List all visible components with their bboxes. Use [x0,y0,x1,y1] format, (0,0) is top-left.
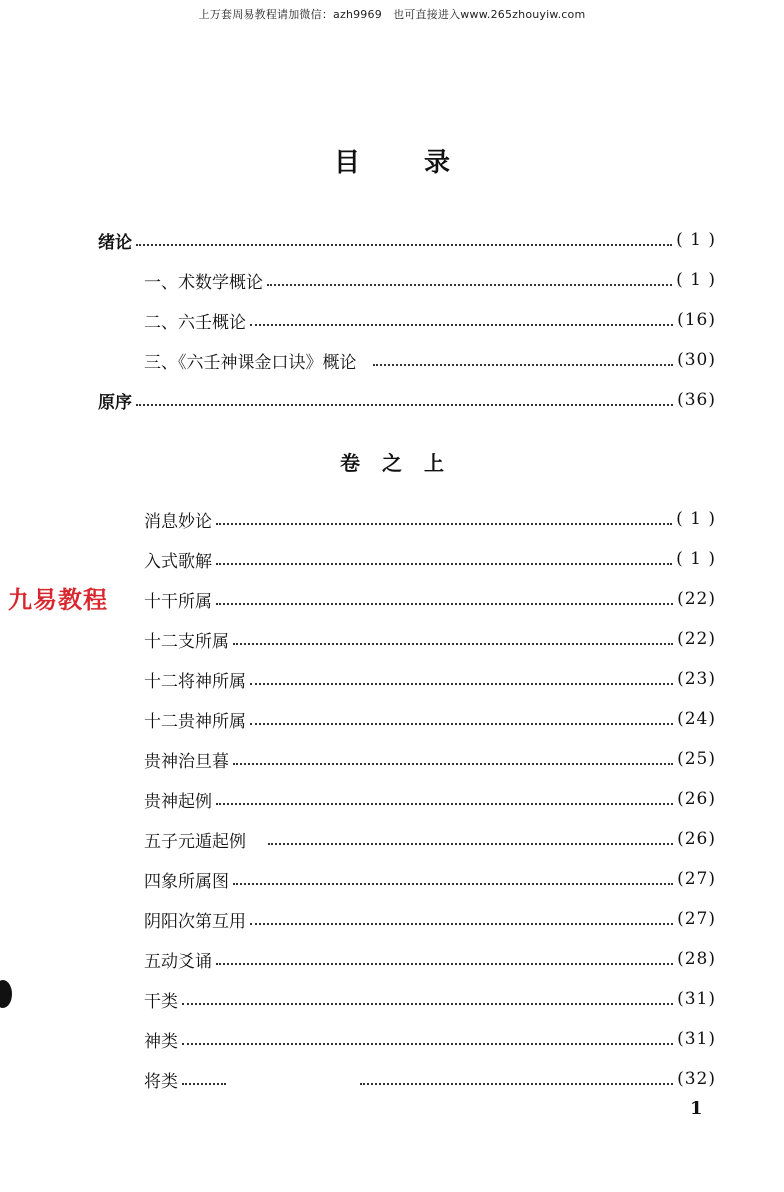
toc-entry-volume-9 [144,866,716,892]
leader-dots [250,683,673,685]
toc-page: (31) [677,1029,716,1049]
toc-label: 二、六壬概论 [144,312,246,333]
toc-page: (27) [677,909,716,929]
toc-page: ( 1 ) [676,270,716,290]
toc-page: (31) [677,989,716,1009]
toc-label: 阴阳次第互用 [144,911,246,932]
watermark-stamp: 九易教程 [8,586,108,614]
leader-dots [268,843,673,845]
leader-dots [250,723,673,725]
toc-page: (26) [677,829,716,849]
toc-entry-front-2 [144,307,716,333]
toc-entry-volume-4 [144,666,716,692]
toc-page: (24) [677,709,716,729]
toc-entry-volume-5 [144,706,716,732]
toc-label: 十二支所属 [144,631,229,652]
leader-dots [182,1003,673,1005]
toc-page: ( 1 ) [676,549,716,569]
leader-dots [216,963,673,965]
leader-dots [250,324,673,326]
volume-heading: 卷之上 [340,451,466,475]
toc-label: 五子元遁起例 [144,831,246,852]
leader-dots [250,923,673,925]
toc-page: (26) [677,789,716,809]
toc-entry-volume-1 [144,546,716,572]
toc-label: 贵神治旦暮 [144,751,229,772]
toc-page: (25) [677,749,716,769]
toc-entry-volume-3 [144,626,716,652]
leader-dots [233,883,673,885]
toc-page: (36) [677,390,716,410]
toc-label: 消息妙论 [144,511,212,532]
ink-blot [0,980,12,1008]
toc-page: (16) [677,310,716,330]
leader-dots [360,1083,673,1085]
toc-entry-front-4 [98,387,716,413]
toc-label: 一、术数学概论 [144,272,263,293]
toc-page: (27) [677,869,716,889]
toc-entry-volume-13 [144,1026,716,1052]
toc-entry-front-0 [98,227,716,253]
toc-entry-volume-8 [144,826,716,852]
toc-page: (22) [677,589,716,609]
toc-label: 五动爻诵 [144,951,212,972]
toc-label: 绪论 [98,232,132,253]
toc-entry-volume-2 [144,586,716,612]
toc-label: 三、《六壬神课金口诀》概论 [144,352,357,373]
toc-page: (28) [677,949,716,969]
header-note: 上万套周易教程请加微信：azh9969 也可直接进入www.265zhouyiw.com [198,8,586,21]
toc-entry-front-1 [144,267,716,293]
toc-page: (23) [677,669,716,689]
toc-label: 十二贵神所属 [144,711,246,732]
toc-label: 十二将神所属 [144,671,246,692]
toc-label: 原序 [98,392,132,413]
page-number: 1 [690,1098,703,1119]
toc-entry-volume-6 [144,746,716,772]
leader-dots [182,1043,673,1045]
leader-dots [267,284,672,286]
toc-page: ( 1 ) [676,509,716,529]
toc-label: 将类 [144,1071,178,1092]
toc-label: 贵神起例 [144,791,212,812]
toc-entry-volume-7 [144,786,716,812]
toc-page: (32) [677,1069,716,1089]
leader-dots [216,603,673,605]
toc-entry-volume-11 [144,946,716,972]
toc-label: 入式歌解 [144,551,212,572]
toc-entry-volume-14 [144,1066,716,1092]
leader-dots [233,763,673,765]
toc-entry-volume-12 [144,986,716,1012]
leader-dots [136,404,673,406]
toc-page: ( 1 ) [676,230,716,250]
toc-label: 干类 [144,991,178,1012]
toc-entry-front-3 [144,347,716,373]
toc-page: (22) [677,629,716,649]
leader-dots [216,563,672,565]
toc-label: 四象所属图 [144,871,229,892]
toc-page: (30) [677,350,716,370]
page-title: 目录 [333,148,514,178]
toc-label: 神类 [144,1031,178,1052]
leader-dots [216,803,673,805]
leader-dots [216,523,672,525]
leader-dots [233,643,673,645]
leader-dots [373,364,674,366]
toc-entry-volume-0 [144,506,716,532]
toc-label: 十干所属 [144,591,212,612]
toc-entry-volume-10 [144,906,716,932]
leader-dots [136,244,672,246]
leader-dots [182,1083,226,1085]
